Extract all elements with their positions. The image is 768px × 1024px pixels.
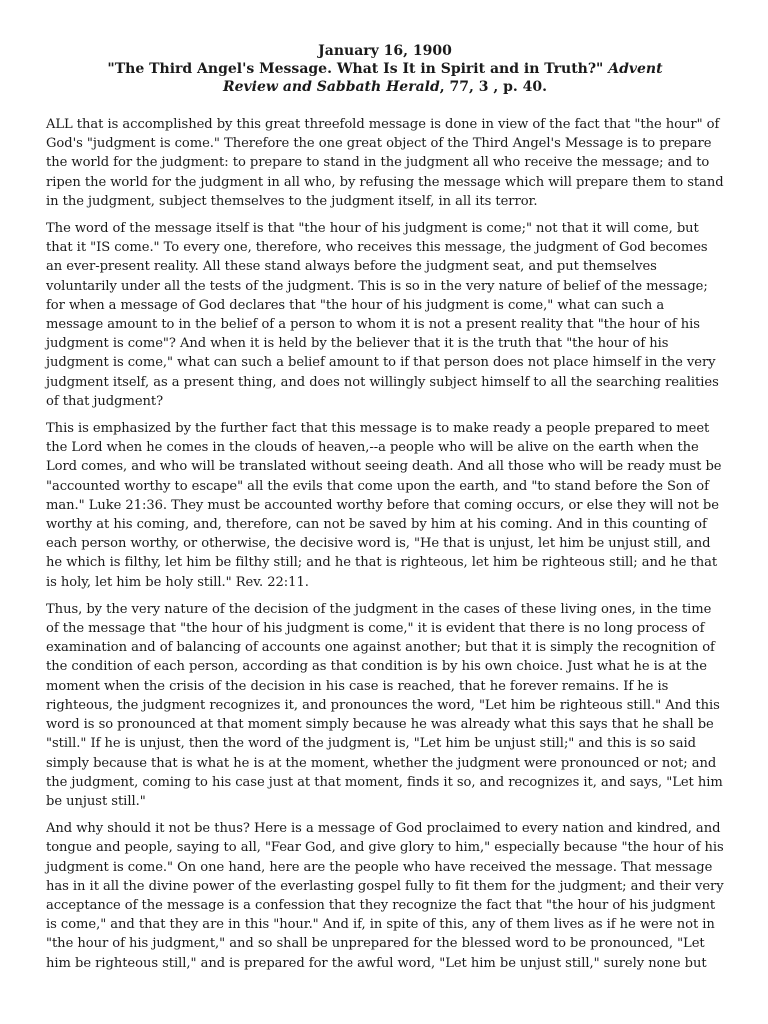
paragraph-5: And why should it not be thus? Here is a message of God proclaimed to every nation and kindred, and tongue and people, saying to all, "Fear God, and give glory to him," especially because "the hour of his judgment is come." On one hand, here are the people who have received the message. That message has in it all the divine power of the everlasting gospel fully to fit them for the judgment; and their very acceptance of the message is a confession that they recognize the fact that "the hour of his judgment is come," and that they are in this "hour." And if, in spite of this, any of them lives as if he were not in "the hour of his judgment," and so shall be unprepared for the blessed word to be pronounced, "Let him be righteous still," and is prepared for the awful word, "Let him be unjust still," surely none but [46,821,724,971]
document-date: January 16, 1900 [318,43,452,59]
publication-name-start: Advent [608,61,663,77]
paragraph-1: ALL that is accomplished by this great threefold message is done in view of the fact that "the hour" of God's "judgment is come." Therefore the one great object of the Third Angel's Message is to prepare the world for the judgment: to prepare to stand in the judgment all who receive the message; and to ripen the world for the judgment in all who, by refusing the message which will prepare them to stand in the judgment, subject themselves to the judgment itself, in all its terror. [46,117,724,209]
document-body [46,115,724,973]
document-title-line [46,60,724,78]
document-title: "The Third Angel's Message. What Is It in Spirit and in Truth?" [107,61,604,77]
document-heading [46,42,724,96]
citation-details: , 77, 3 , p. 40. [439,79,548,95]
paragraph-3: This is emphasized by the further fact that this message is to make ready a people prepared to meet the Lord when he comes in the clouds of heaven,--a people who will be alive on the earth when the Lord comes, and who will be translated without seeing death. And all those who will be ready must be "accounted worthy to escape" all the evils that come upon the earth, and "to stand before the Son of man." Luke 21:36. They must be accounted worthy before that coming occurs, or else they will not be worthy at his coming, and, therefore, can not be saved by him at his coming. And in this counting of each person worthy, or otherwise, the decisive word is, "He that is unjust, let him be unjust still, and he which is filthy, let him be filthy still; and he that is righteous, let him be righteous still; and he that is holy, let him be holy still." Rev. 22:11. [46,421,722,590]
paragraph-2: The word of the message itself is that "the hour of his judgment is come;" not that it will come, but that it "IS come." To every one, therefore, who receives this message, the judgment of God becomes an ever-present reality. All these stand always before the judgment seat, and put themselves voluntarily under all the tests of the judgment. This is so in the very nature of belief of the message; for when a message of God declares that "the hour of his judgment is come," what can such a message amount to in the belief of a person to whom it is not a present reality that "the hour of his judgment is come"? And when it is held by the believer that it is the truth that "the hour of his judgment is come," what can such a belief amount to if that person does not place himself in the very judgment itself, as a present thing, and does not willingly subject himself to all the searching realities of that judgment? [46,221,719,409]
document-citation-line [46,78,724,96]
paragraph-4: Thus, by the very nature of the decision of the judgment in the cases of these living ones, in the time of the message that "the hour of his judgment is come," it is evident that there is no long process of examination and of balancing of accounts one against another; but that it is simply the recognition of the condition of each person, according as that condition is by his own choice. Just what he is at the moment when the crisis of the decision in his case is reached, that he forever remains. If he is righteous, the judgment recognizes it, and pronounces the word, "Let him be righteous still." And this word is so pronounced at that moment simply because he was already what this says that he shall be "still." If he is unjust, then the word of the judgment is, "Let him be unjust still;" and this is so said simply because that is what he is at the moment, whether the judgment were pronounced or not; and the judgment, coming to his case just at that moment, finds it so, and recognizes it, and says, "Let him be unjust still." [46,601,723,809]
publication-name-end: Review and Sabbath Herald [222,79,440,95]
